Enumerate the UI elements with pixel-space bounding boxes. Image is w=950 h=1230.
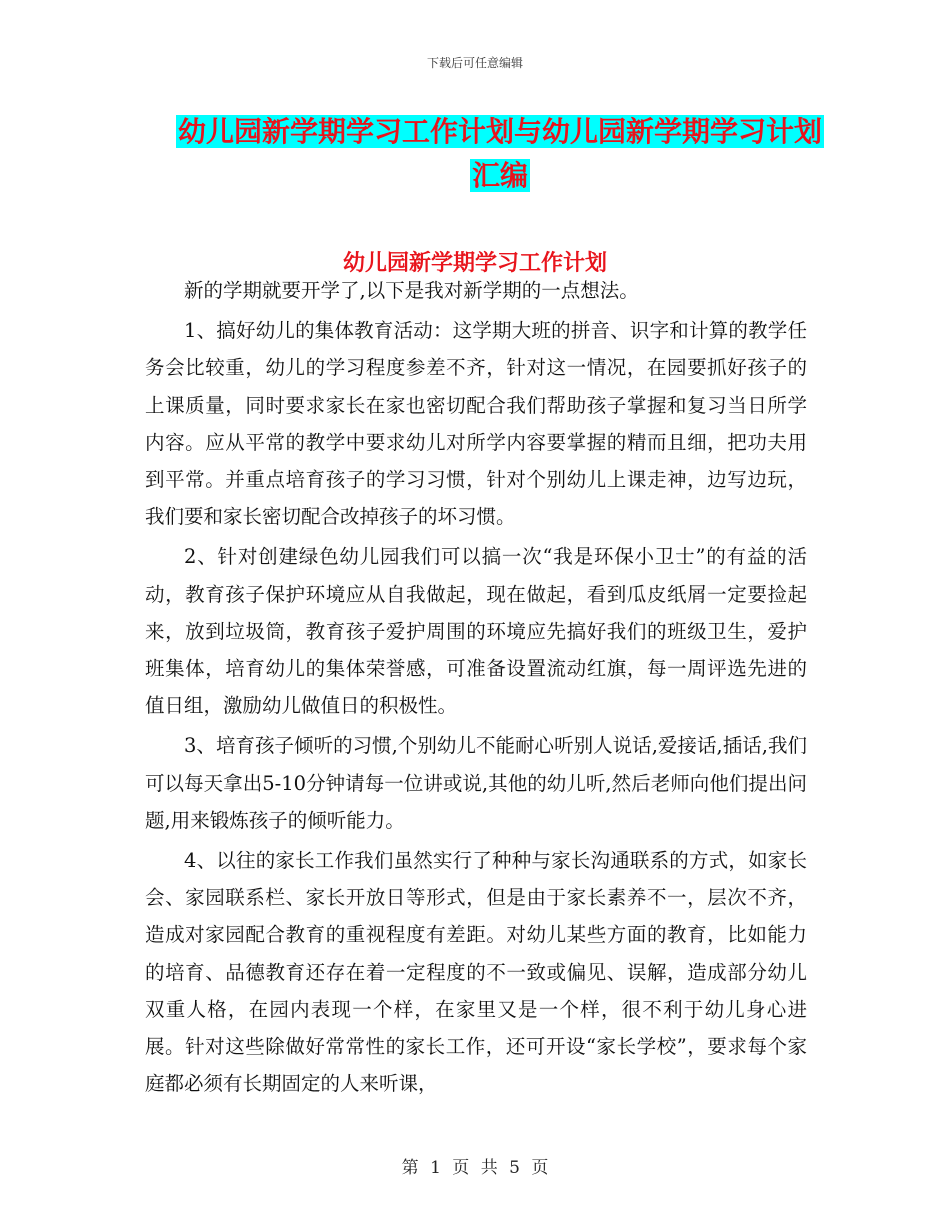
header-note: 下载后可任意编辑 [426,56,523,70]
section-title: 幼儿园新学期学习工作计划 [342,251,607,276]
paragraph-1: 1、搞好幼儿的集体教育活动：这学期大班的拼音、识字和计算的教学任务会比较重，幼儿的学习程度参差不齐，针对这一情况，在园要抓好孩子的上课质量，同时要求家长在家也密切配合我们帮助孩子掌握和复习当日所学内容。应从平常的教学中要求幼儿对所学内容要掌握的精而且细，把功夫用到平常。并重点培育孩子的学习习惯，针对个别幼儿上课走神，边写边玩，我们要和家长密切配合改掉孩子的坏习惯。 [145,319,807,529]
title-line-2: 汇编 [471,159,528,192]
page-footer [0,1153,950,1178]
document-title [150,110,850,198]
footer-suffix: 页 [531,1158,549,1178]
paragraph-2: 2、针对创建绿色幼儿园我们可以搞一次“我是环保小卫士”的有益的活动，教育孩子保护环境应从自我做起，现在做起，看到瓜皮纸屑一定要捡起来，放到垃圾筒，教育孩子爱护周围的环境应先搞好我们的班级卫生，爱护班集体，培育幼儿的集体荣誉感，可准备设置流动红旗，每一周评选先进的值日组，激励幼儿做值日的积极性。 [145,545,807,718]
paragraph-3: 3、培育孩子倾听的习惯,个别幼儿不能耐心听别人说话,爱接话,插话,我们可以每天拿出5-10分钟请每一位讲或说,其他的幼儿听,然后老师向他们提出问题,用来锻炼孩子的倾听能力。 [145,734,807,832]
footer-prefix: 第 [401,1158,419,1178]
title-line-1: 幼儿园新学期学习工作计划与幼儿园新学期学习计划 [177,115,822,148]
body-text [145,272,807,1105]
footer-total-word: 共 [480,1158,498,1178]
paragraph-4: 4、以往的家长工作我们虽然实行了种种与家长沟通联系的方式，如家长会、家园联系栏、家长开放日等形式，但是由于家长素养不一，层次不齐，造成对家园配合教育的重视程度有差距。对幼儿某些方面的教育，比如能力的培育、品德教育还存在着一定程度的不一致或偏见、误解，造成部分幼儿双重人格，在园内表现一个样，在家里又是一个样，很不利于幼儿身心进展。针对这些除做好常常性的家长工作，还可开设“家长学校”，要求每个家庭都必须有长期固定的人来听课， [145,849,807,1096]
paragraph-intro: 新的学期就要开学了,以下是我对新学期的一点想法。 [184,279,639,302]
footer-page-number: 1 [430,1158,441,1178]
footer-page-word: 页 [452,1158,470,1178]
footer-total-pages: 5 [509,1158,520,1178]
